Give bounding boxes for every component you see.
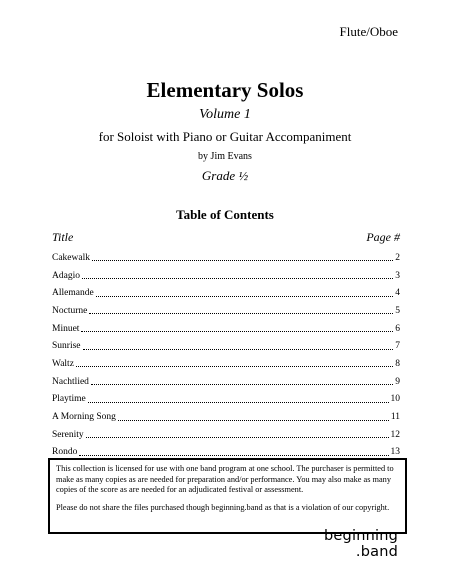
toc-entry-page: 2 <box>395 252 400 263</box>
toc-entry-title: Cakewalk <box>52 252 90 263</box>
toc-entry-page: 13 <box>390 447 400 458</box>
dot-leader <box>79 455 388 456</box>
toc-entry-page: 6 <box>395 323 400 334</box>
toc-entry-title: Adagio <box>52 270 80 281</box>
brand-logo-line-2: .band <box>355 544 398 560</box>
toc-entry-page: 3 <box>395 270 400 281</box>
toc-entry-title: Serenity <box>52 429 84 440</box>
grade-level: Grade ½ <box>201 168 249 183</box>
toc-page-column-header: Page # <box>366 230 400 244</box>
dot-leader <box>83 349 394 350</box>
volume-label: Volume 1 <box>199 107 251 122</box>
toc-entry-title: A Morning Song <box>52 412 116 423</box>
dot-leader <box>91 384 393 385</box>
dot-leader <box>92 260 393 261</box>
toc-title-column-header: Title <box>52 230 74 244</box>
author-credit: by Jim Evans <box>198 151 252 162</box>
toc-entry-page: 10 <box>390 394 400 405</box>
toc-entry <box>52 408 400 426</box>
dot-leader <box>96 296 394 297</box>
brand-logo-line-1: beginning <box>324 528 398 544</box>
dot-leader <box>88 402 389 403</box>
book-title: Elementary Solos <box>146 78 304 102</box>
toc-entry <box>52 320 400 338</box>
brand-logo <box>324 528 398 560</box>
toc-entry-page: 12 <box>390 429 400 440</box>
toc-entry <box>52 337 400 355</box>
toc-entry-page: 4 <box>395 288 400 299</box>
toc-entry-title: Rondo <box>52 447 78 458</box>
toc-entry-page: 9 <box>395 376 400 387</box>
dot-leader <box>86 437 389 438</box>
dot-leader <box>81 331 393 332</box>
license-paragraph: This collection is licensed for use with one band program at one school. The purchaser is permitted to make as many copies as are needed for preparation and/or performance. You may also make as many copies of the score as are needed for an adjudicated festival or assessment. <box>56 464 394 494</box>
toc-entry <box>52 249 400 267</box>
toc-entry-page: 11 <box>390 412 400 423</box>
dot-leader <box>118 420 389 421</box>
toc-entry <box>52 373 400 391</box>
license-notice-box <box>48 458 407 534</box>
toc-list <box>52 249 400 461</box>
toc-entry-page: 8 <box>395 358 400 369</box>
toc-entry-title: Waltz <box>52 358 74 369</box>
toc-entry-page: 5 <box>395 305 400 316</box>
toc-entry <box>52 355 400 373</box>
instrument-label: Flute/Oboe <box>339 24 398 39</box>
book-subtitle: for Soloist with Piano or Guitar Accompaniment <box>98 129 352 144</box>
copyright-notice: Please do not share the files purchased though beginning.band as that is a violation of our copyright. <box>56 502 390 512</box>
toc-heading: Table of Contents <box>176 207 274 222</box>
toc-entry-title: Nachtlied <box>52 376 89 387</box>
dot-leader <box>76 366 393 367</box>
dot-leader <box>82 278 393 279</box>
toc-entry-title: Nocturne <box>52 305 88 316</box>
toc-entry <box>52 426 400 444</box>
dot-leader <box>89 313 393 314</box>
toc-entry-title: Playtime <box>52 394 86 405</box>
toc-entry <box>52 391 400 409</box>
toc-entry <box>52 267 400 285</box>
toc-entry <box>52 302 400 320</box>
toc-entry <box>52 284 400 302</box>
toc-entry-page: 7 <box>395 341 400 352</box>
toc-entry-title: Allemande <box>52 288 94 299</box>
toc-entry-title: Sunrise <box>52 341 81 352</box>
toc-entry-title: Minuet <box>52 323 80 334</box>
